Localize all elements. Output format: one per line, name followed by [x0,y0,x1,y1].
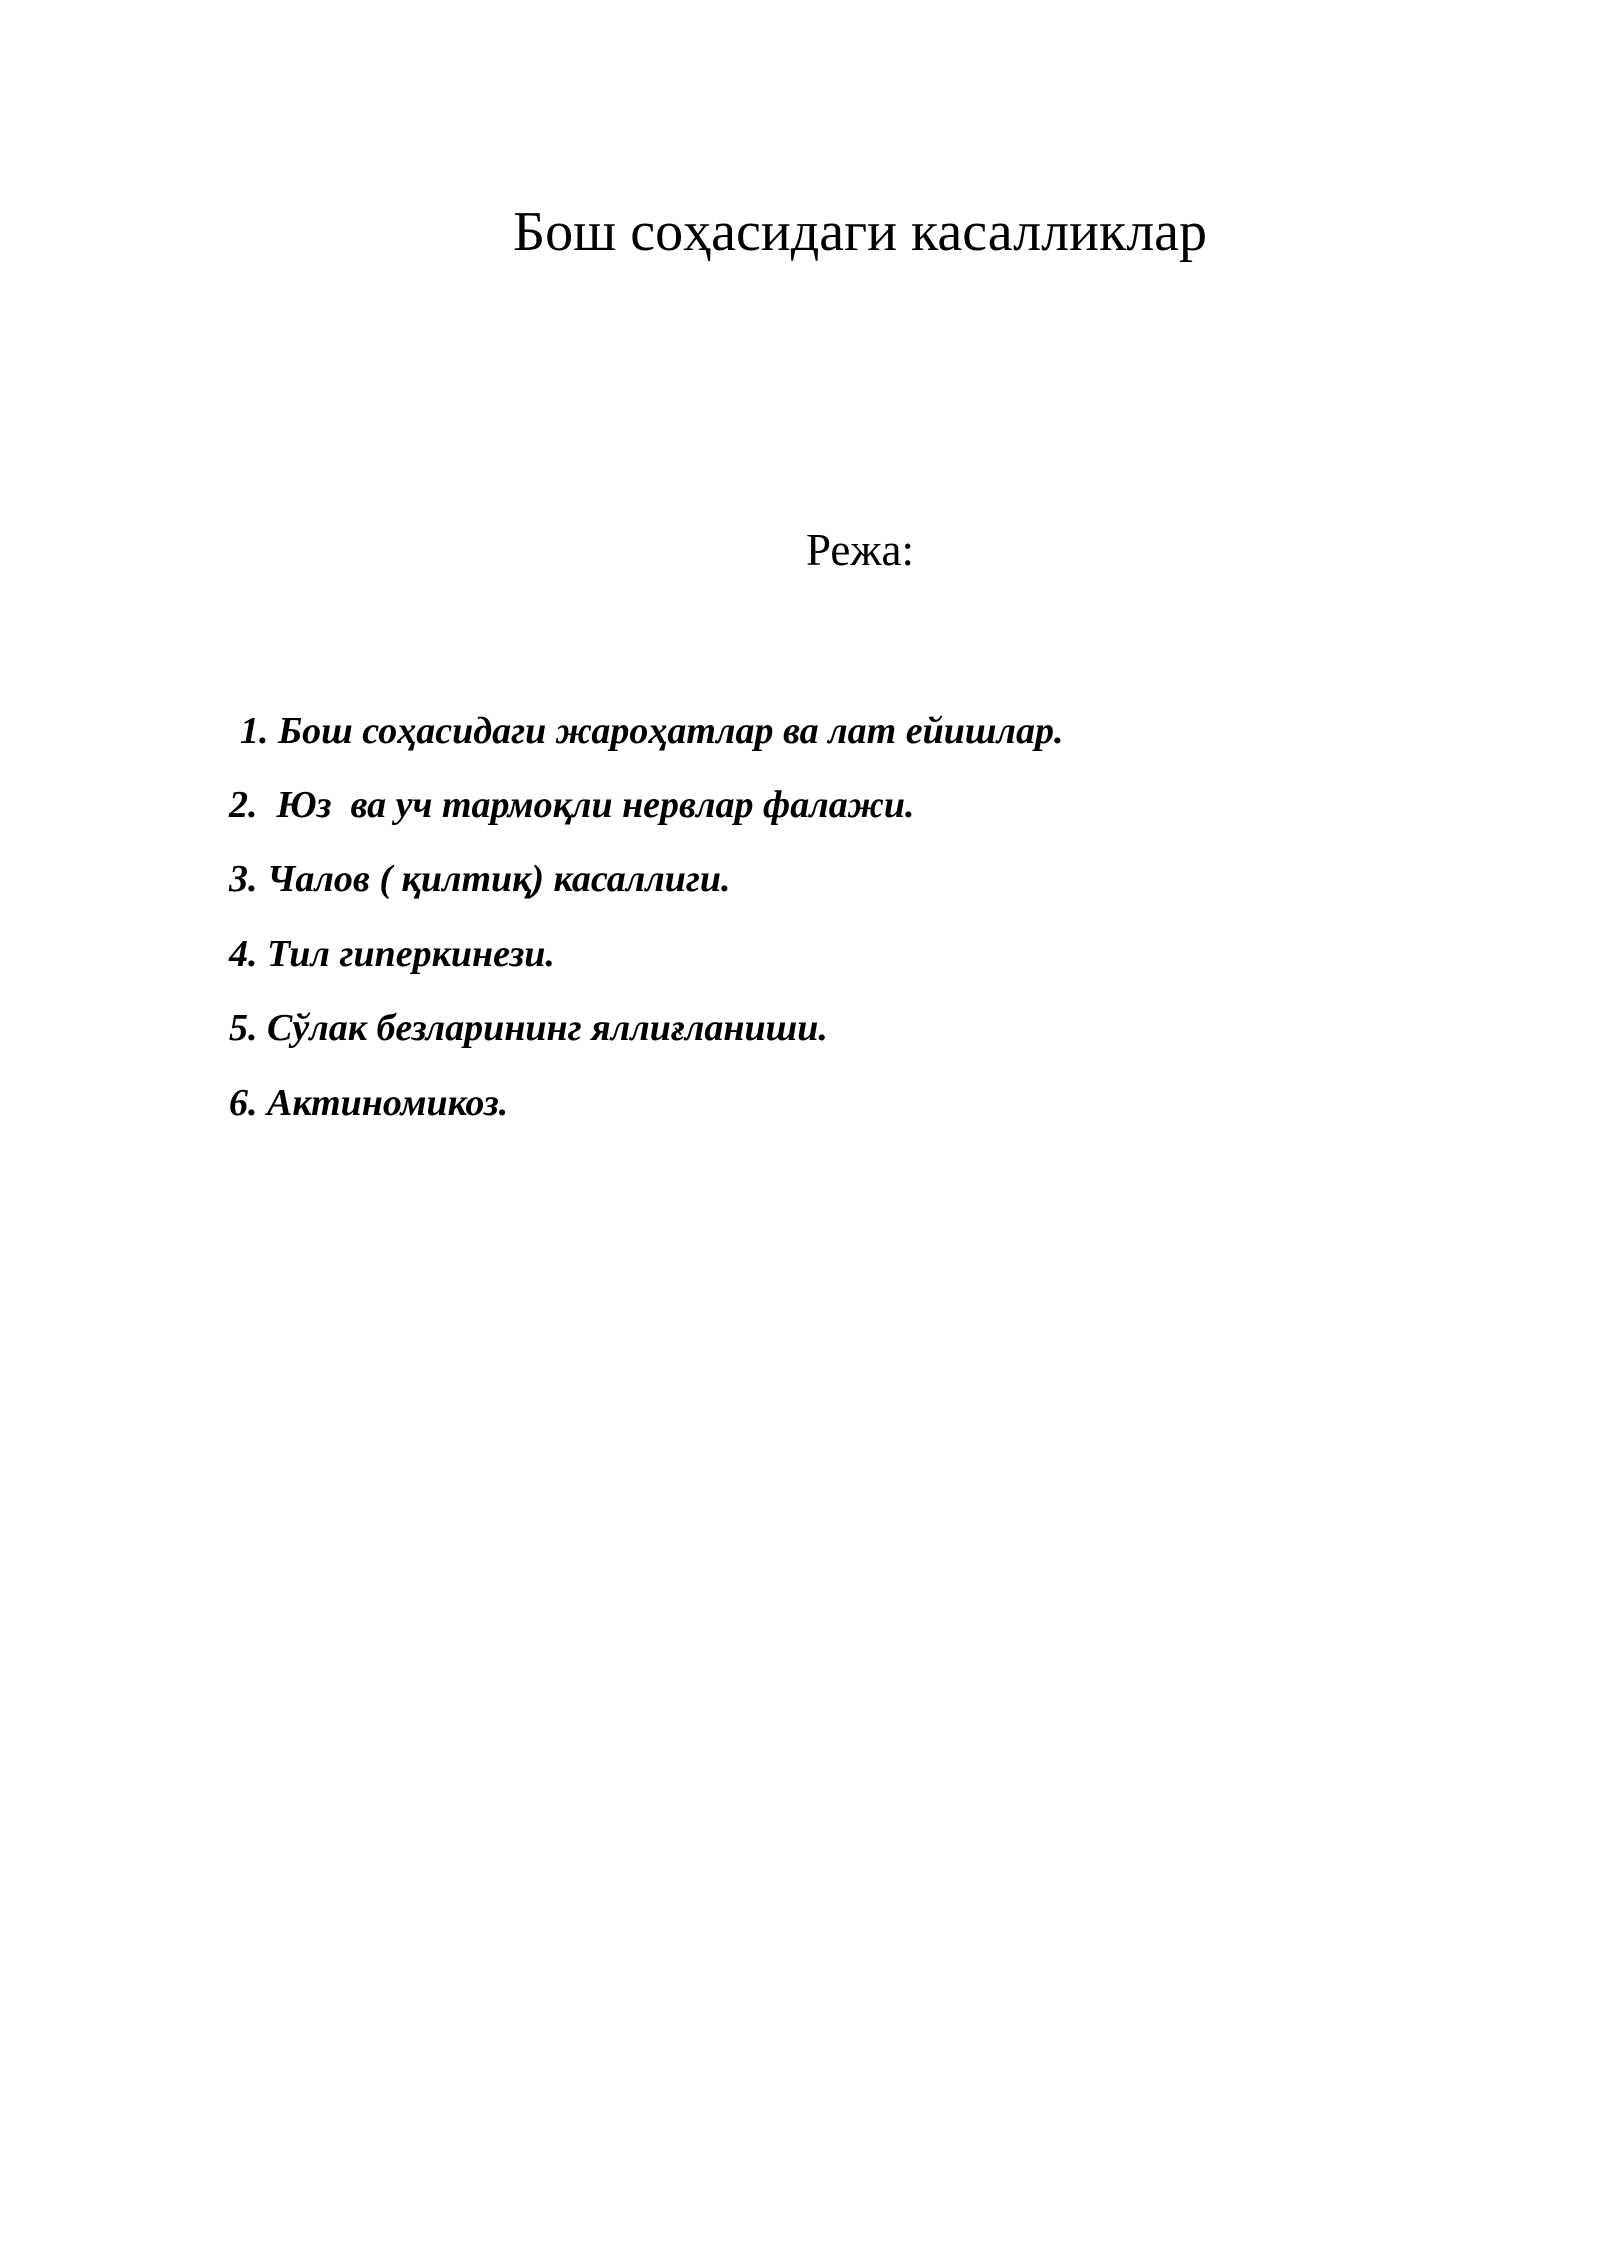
plan-item-4: 4. Тил гиперкинези. [229,933,555,975]
plan-item-6: 6. Актиномикоз. [229,1082,509,1124]
page-title: Бош соҳасидаги касалликлар [512,201,1208,263]
plan-item-1: 1. Бош соҳасидаги жароҳатлар ва лат ейишлар. [240,710,1064,752]
plan-item-5: 5. Сўлак безларининг яллиғланиши. [229,1007,828,1049]
plan-heading: Режа: [806,525,914,575]
plan-item-2: 2. Юз ва уч тармоқли нервлар фалажи. [229,784,915,826]
plan-item-3: 3. Чалов ( қилтиқ) касаллиги. [229,858,731,900]
